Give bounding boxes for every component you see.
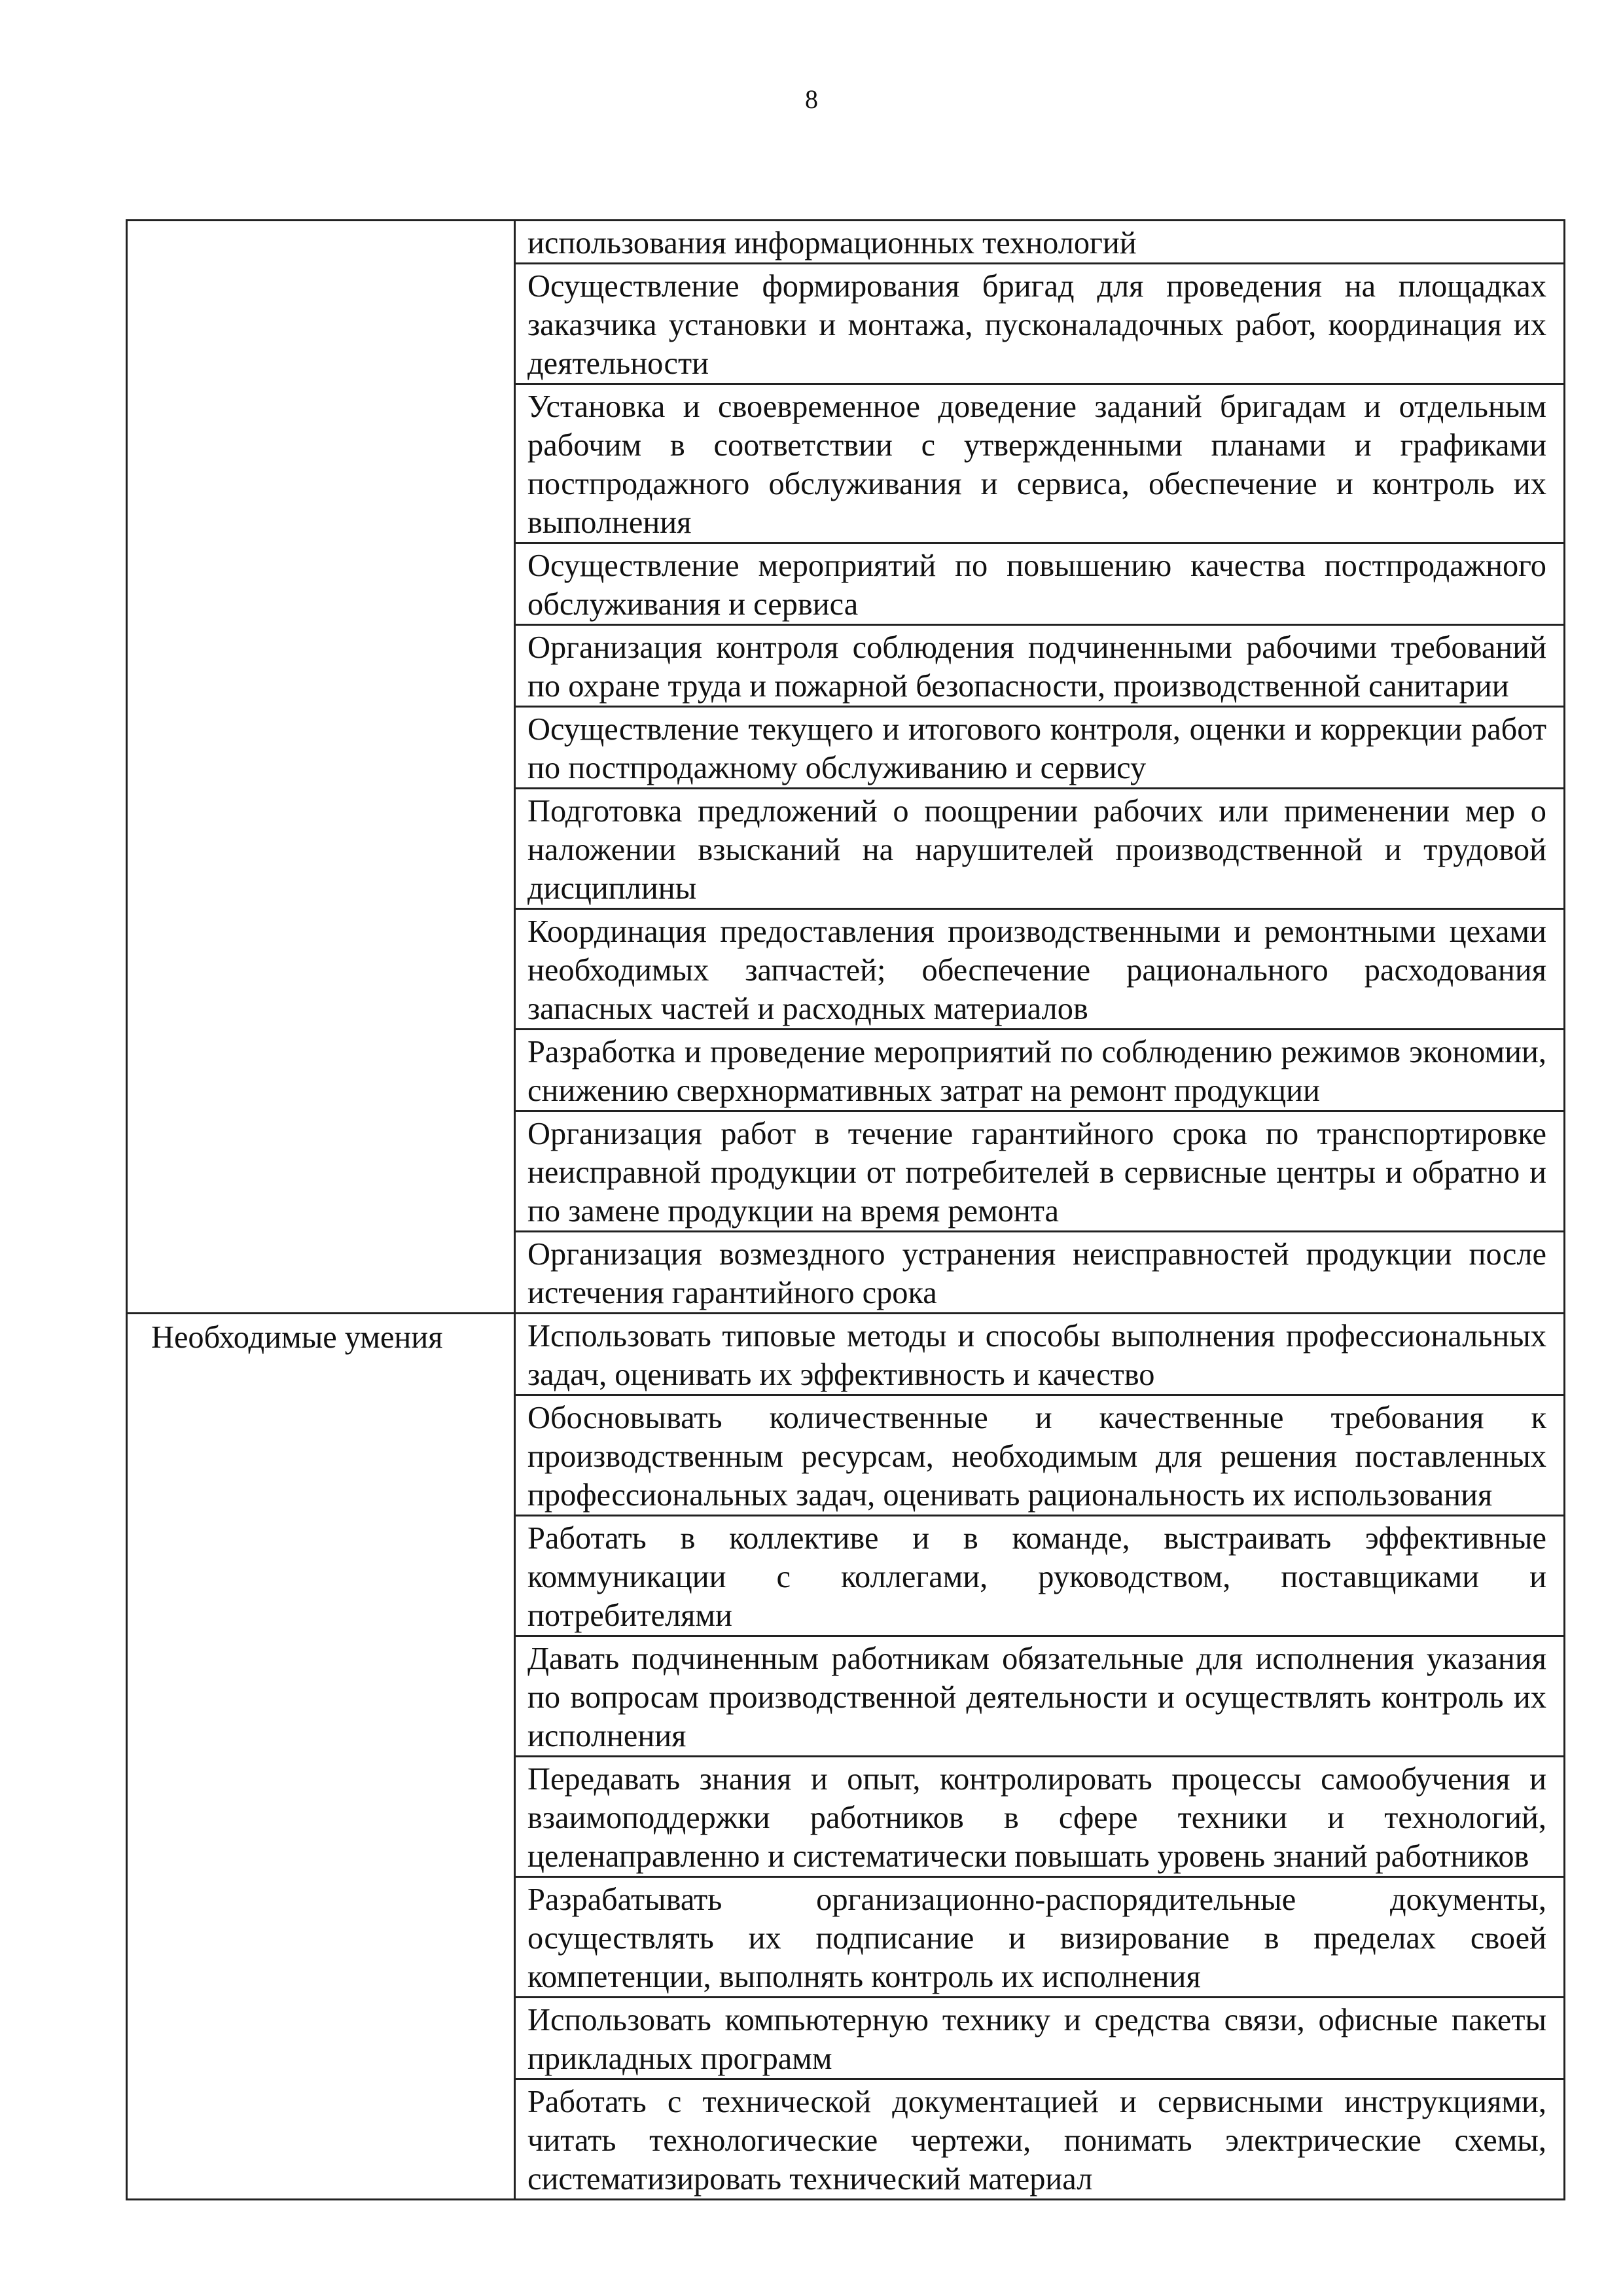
page-number: 8: [805, 84, 818, 114]
table-cell: Координация предоставления производственными и ремонтными цехами необходимых запчастей; обеспечение рационального расходования запасных частей и расходных материалов: [515, 909, 1565, 1030]
job-requirements-table: [126, 219, 1565, 2200]
table-cell: Разработка и проведение мероприятий по соблюдению режимов экономии, снижению сверхнормативных затрат на ремонт продукции: [515, 1030, 1565, 1111]
table-cell: Подготовка предложений о поощрении рабочих или применении мер о наложении взысканий на нарушителей производственной и трудовой дисциплины: [515, 789, 1565, 909]
table-row: [127, 1314, 1565, 1395]
table-cell: Передавать знания и опыт, контролировать процессы самообучения и взаимоподдержки работников в сфере техники и технологий, целенаправленно и систематически повышать уровень знаний работников: [515, 1757, 1565, 1877]
table-cell: Использовать типовые методы и способы выполнения профессиональных задач, оценивать их эффективность и качество: [515, 1314, 1565, 1395]
table-cell: Разрабатывать организационно-распорядительные документы, осуществлять их подписание и визирование в пределах своей компетенции, выполнять контроль их исполнения: [515, 1877, 1565, 1998]
table-cell: Осуществление формирования бригад для проведения на площадках заказчика установки и монтажа, пусконаладочных работ, координация их деятельности: [515, 264, 1565, 384]
table-cell: Использовать компьютерную технику и средства связи, офисные пакеты прикладных программ: [515, 1998, 1565, 2079]
table-cell: Осуществление мероприятий по повышению качества постпродажного обслуживания и сервиса: [515, 543, 1565, 625]
table-cell: Работать в коллективе и в команде, выстраивать эффективные коммуникации с коллегами, руководством, поставщиками и потребителями: [515, 1516, 1565, 1636]
table-cell: Организация работ в течение гарантийного срока по транспортировке неисправной продукции от потребителей в сервисные центры и обратно и по замене продукции на время ремонта: [515, 1111, 1565, 1232]
section-label-cell: [127, 221, 515, 1314]
table-cell: Организация контроля соблюдения подчиненными рабочими требований по охране труда и пожарной безопасности, производственной санитарии: [515, 625, 1565, 707]
table-cell: Давать подчиненным работникам обязательные для исполнения указания по вопросам производственной деятельности и осуществлять контроль их исполнения: [515, 1636, 1565, 1757]
table-cell: Осуществление текущего и итогового контроля, оценки и коррекции работ по постпродажному обслуживанию и сервису: [515, 707, 1565, 789]
section-label-skills: Необходимые умения: [127, 1314, 515, 2200]
table-cell: Обосновывать количественные и качественные требования к производственным ресурсам, необходимым для решения поставленных профессиональных задач, оценивать рациональность их использования: [515, 1395, 1565, 1516]
table-cell: Работать с технической документацией и сервисными инструкциями, читать технологические чертежи, понимать электрические схемы, систематизировать технический материал: [515, 2079, 1565, 2200]
table-row: [127, 221, 1565, 264]
table-cell: Установка и своевременное доведение заданий бригадам и отдельным рабочим в соответствии с утвержденными планами и графиками постпродажного обслуживания и сервиса, обеспечение и контроль их выполнения: [515, 384, 1565, 543]
table-body: [127, 221, 1565, 2200]
table-cell: Организация возмездного устранения неисправностей продукции после истечения гарантийного срока: [515, 1232, 1565, 1314]
table-cell: использования информационных технологий: [515, 221, 1565, 264]
